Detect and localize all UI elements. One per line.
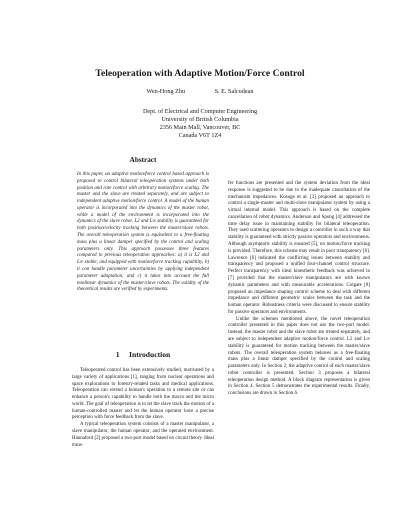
affiliation-line: University of British Columbia <box>161 115 239 123</box>
introduction-body <box>72 368 214 449</box>
affiliation <box>0 108 400 140</box>
abstract-heading: Abstract <box>129 156 157 164</box>
right-column-body <box>228 181 370 398</box>
abstract-body: In this paper, an adaptive motion/force control based approach is proposed to control bilateral teleoperation systems under both position and rate control with arbitrary motion/force scaling. The master and the slave are treated separately, and are subject to independent adaptive motion/force control. A model of the human operator is incorporated into the dynamics of the master robot, while a model of the environment is incorporated into the dynamics of the slave robot. L2 and L∞ stability is guaranteed for both position/velocity tracking between the master/slave robots. The overall teleoperation system is equivalent to a free-floating mass plus a linear damper specified by the control and scaling parameters only. This approach possesses three features compared to previous teleoperation approaches: a) it is L2 and L∞ stable, and equipped with motion/force tracking capability, b) it can handle parameter uncertainties by applying independent parameter adaptation; and c) it takes into account the full nonlinear dynamics of the master/slave robots. The validity of the theoretical results are verified by experiments. <box>77 172 209 293</box>
affiliation-line: Canada V6T 1Z4 <box>178 131 222 139</box>
author-name: S. E. Salcudean <box>214 88 254 95</box>
paragraph: A typical teleoperation system consists of a master manipulator, a slave manipulator, the human operator, and the operated environment. Hannaford [2] proposed a two-port model based on circuit theory. Ideal trans- <box>72 422 214 448</box>
paragraph: Unlike the schemes mentioned above, the novel teleoperation controller presented in this paper does not use the two-port model. Instead, the master robot and the slave robot are treated separately, and are subject to independent adaptive motion/force control. L2 and L∞ stability is guaranteed for motion tracking between the master/slave robots. The overall teleoperation system behaves as a free-floating mass plus a linear damper specified by the control and scaling parameters only. In Section 2, the adaptive control of each master/slave robot controller is presented. Section 3 proposes a bilateral teleoperation design method. A block diagram representation is given in Section 4. Section 5 demonstrates the experimental results. Finally, conclusions are drawn in Section 6. <box>228 316 370 397</box>
affiliation-line: Dept. of Electrical and Computer Engineering <box>142 108 258 115</box>
affiliation-line: 2356 Main Mall, Vancouver, BC <box>159 123 241 131</box>
paper-title: Teleoperation with Adaptive Motion/Force Control <box>95 68 305 79</box>
author-list <box>0 88 400 95</box>
paragraph: fer functions are presented and the system deviation from the ideal response is suggested to be due to the inadequate cancellation of the mechanism impedances. Kosuge et al. [3] proposed an approach to control a single-master and multi-slave manipulator system by using a virtual internal model. This approach is based on the complete cancellation of robot dynamics. Anderson and Spong [4] addressed the time delay issue in maintaining stability for bilateral teleoperation. They used scattering operators to design a controller in such a way that stability is guaranteed with strictly passive operators and environments. Although asymptotic stability is ensured [5], no motion/force tracking is provided. Therefore, this scheme may result in poor transparency [6]. Lawrence [6] indicated the conflicting issues between stability and transparency and proposed a unified four-channel control structure. Perfect transparency with ideal kinesthetic feedback was achieved in [7] provided that the master/slave manipulators are with known dynamic parameters and with measurable accelerations. Colgate [8] proposed an impedance shaping control scheme to deal with different impedance and different geometric scales between the task and the human operator. Robustness criteria were discussed to ensure stability for passive operators and environments. <box>228 181 370 315</box>
paragraph: Teleoperated control has been extensively studied, motivated by a large variety of applications [1], ranging from nuclear operations and space explorations to forestry-related tasks and medical applications. Teleoperation can extend a human's operation to a remote site or can enhance a person's capability to handle both the macro and the micro world. The goal of teleoperation is to let the slave track the motion of a human-controlled master and let the human operator have a precise perception with force feedback from the slave. <box>72 368 214 421</box>
section-heading: 1 Introduction <box>115 350 171 359</box>
author-name: Wen-Hong Zhu <box>146 88 186 95</box>
